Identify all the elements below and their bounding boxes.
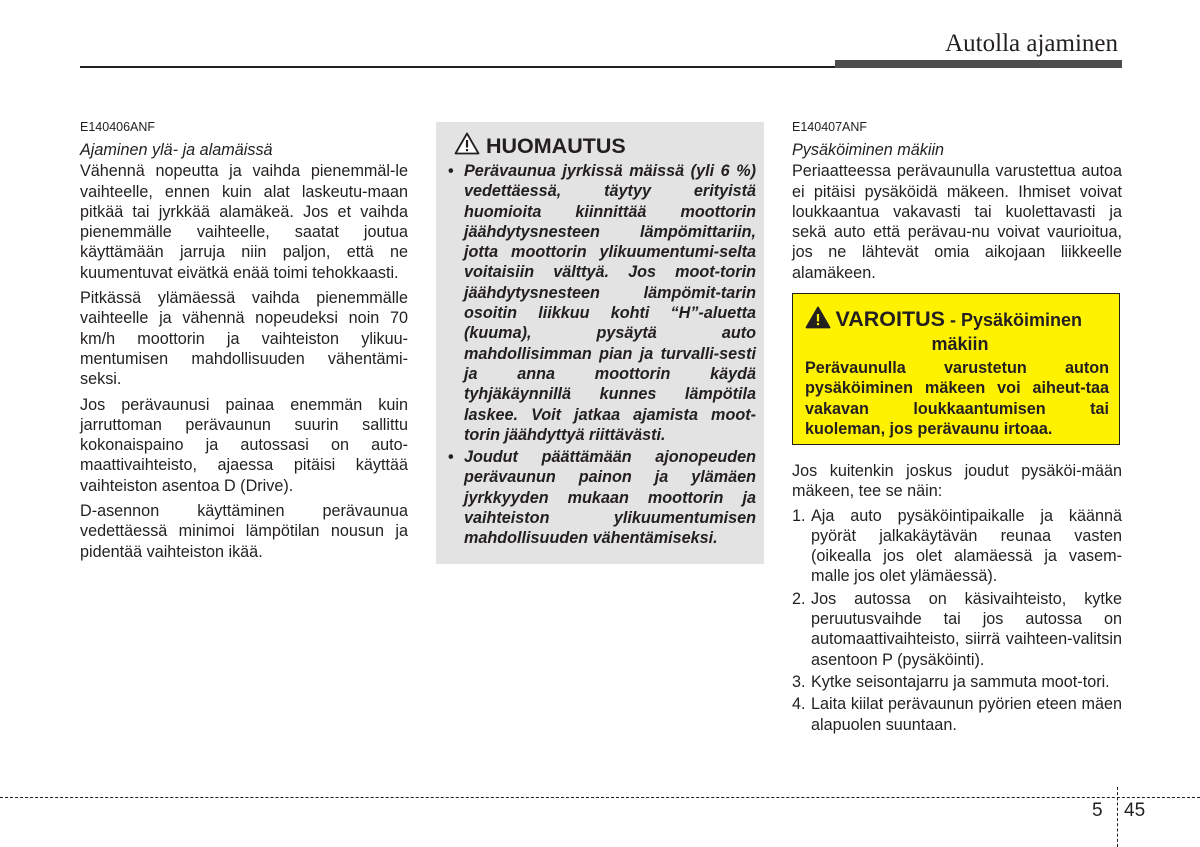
step-number: 2. (792, 589, 806, 608)
section-subheading: Pysäköiminen mäkiin (792, 141, 945, 159)
list-item: • Perävaunua jyrkissä mäissä (yli 6 %) vedettäessä, täytyy erityistä huomioita kiinnittää moottorin jäähdytysnesteen lämpömittariin, jotta moottorin ylikuumentumi-selta voitaisiin välttyä. Jos moot-torin jäähdytysnesteen lämpömit-tarin osoitin liikkuu kohti “H”-aluetta (kuuma), pysäytä auto mahdollisimman pian ja turvalli-sesti ja anna moottorin käydä tyhjäkäynnillä kunnes lämpötila laskee. Voit jatkaa ajamista moot-torin jäähdyttyä riittävästi. (448, 162, 756, 444)
warning-title: VAROITUS (835, 307, 945, 331)
header-rule-accent (835, 60, 1122, 68)
warning-text: Perävaunulla varustetun auton pysäköiminen mäkeen voi aiheut-taa vakavan loukkaantumisen tai kuoleman, jos perävaunu irtoaa. (805, 359, 1109, 438)
running-header-title: Autolla ajaminen (945, 30, 1118, 57)
step-text: Laita kiilat perävaunun pyörien eteen mäen alapuolen suuntaan. (811, 695, 1122, 734)
warning-box (792, 293, 1120, 445)
steps-list (792, 506, 1122, 735)
right-column (792, 120, 1122, 288)
caution-title: HUOMAUTUS (486, 133, 626, 158)
list-item (792, 506, 1122, 587)
step-number: 3. (792, 672, 806, 691)
footer-separator (1117, 787, 1118, 847)
caution-list (448, 161, 756, 551)
right-column-lower (792, 461, 1122, 737)
caution-item-text: Joudut päättämään ajonopeuden perävaunun painon ja ylämäen jyrkkyyden mukaan moottorin ja vaihteiston ylikuumentumisen mahdollisuuden vähentämiseksi. (464, 448, 756, 548)
section-subheading: Ajaminen ylä- ja alamäissä (80, 141, 273, 159)
section-code: E140407ANF (792, 120, 868, 134)
step-number: 1. (792, 506, 806, 525)
left-column (80, 120, 408, 567)
caution-item-text: Perävaunua jyrkissä mäissä (yli 6 %) vedettäessä, täytyy erityistä huomioita kiinnittää moottorin jäähdytysnesteen lämpömittariin, jotta moottorin ylikuumentumi-selta voitaisiin välttyä. Jos moot-torin jäähdytysnesteen lämpömit-tarin osoitin liikkuu kohti “H”-aluetta (kuuma), pysäytä auto mahdollisimman pian ja turvalli-sesti ja anna moottorin käydä tyhjäkäynnillä kunnes lämpötila laskee. Voit jatkaa ajamista moot-torin jäähdyttyä riittävästi. (464, 162, 756, 444)
page-number: 45 (1124, 800, 1146, 821)
caution-box (436, 122, 764, 564)
warning-subtitle: Pysäköiminen (960, 310, 1083, 330)
paragraph: Jos perävaunusi painaa enemmän kuin jarruttoman perävaunun suurin sallittu kokonaispaino ja autossasi on auto-maattivaihteisto, ajaessa pitäisi käyttää vaihteiston asentoa D (Drive). (80, 395, 408, 495)
paragraph: Pitkässä ylämäessä vaihda pienemmälle vaihteelle ja vähennä nopeudeksi noin 70 km/h moottorin ja vaihteiston ylikuu-mentumisen mahdollisuuden vähentämi-seksi. (80, 289, 408, 389)
step-text: Aja auto pysäköintipaikalle ja käännä pyörät jalkakäytävän reunaa vasten (oikealla jos olet alamäessä ja vasem-malle jos olet ylämäessä). (811, 506, 1122, 586)
list-item (792, 589, 1122, 670)
section-code: E140406ANF (80, 120, 156, 134)
step-number: 4. (792, 695, 806, 714)
warning-heading (805, 306, 1115, 355)
paragraph: D-asennon käyttäminen perävaunua vedettäessä minimoi lämpötilan nousun ja pidentää vaihteiston ikää. (80, 502, 408, 561)
warning-triangle-icon (454, 132, 480, 160)
chapter-number: 5 (1092, 800, 1103, 821)
warning-subtitle-line2: mäkiin (931, 334, 989, 354)
list-item (792, 672, 1122, 692)
warning-subtitle-dash: - (944, 310, 961, 330)
list-item: • Joudut päättämään ajonopeuden perävaunun painon ja ylämäen jyrkkyyden mukaan moottorin ja vaihteiston ylikuumentumisen mahdollisuuden vähentämiseksi. (448, 448, 756, 548)
paragraph: Vähennä nopeutta ja vaihda pienemmäl-le vaihteelle, ennen kuin alat laskeutu-maan pitkää tai jyrkkää alamäkeä. Jos et vaihda pienemmälle vaihteelle, saatat joutua käyttämään jarruja niin paljon, että ne kuumentuvat eivätkä enää toimi tehokkaasti. (80, 162, 408, 282)
step-text: Kytke seisontajarru ja sammuta moot-tori. (811, 672, 1110, 691)
warning-triangle-icon (805, 306, 831, 334)
list-item (792, 694, 1122, 735)
footer-rule (0, 797, 1200, 798)
step-text: Jos autossa on käsivaihteisto, kytke peruutusvaihde tai jos autossa on automaattivaihteisto, siirrä vaihteen-valitsin asentoon P (pysäköinti). (811, 589, 1122, 669)
caution-heading (454, 132, 626, 160)
paragraph: Jos kuitenkin joskus joudut pysäköi-mään mäkeen, tee se näin: (792, 462, 1122, 501)
paragraph: Periaatteessa perävaunulla varustettua autoa ei pitäisi pysäköidä mäkeen. Ihmiset voivat loukkaantua vakavasti tai kuolettavasti ja sekä auto että perävau-nu voivat vaurioitua, jos ne lähtevät omia aikojaan liikkeelle alamäkeen. (792, 162, 1122, 282)
